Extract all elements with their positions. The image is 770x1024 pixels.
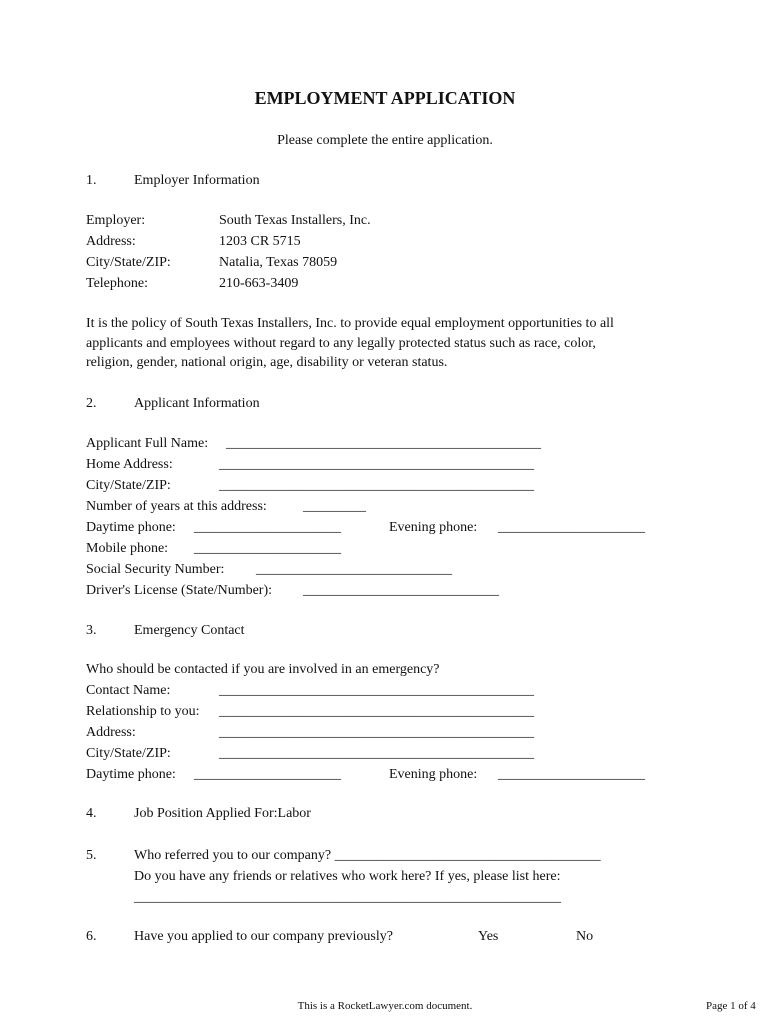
years-at-address-field[interactable]: _________ <box>303 499 366 514</box>
friends-field[interactable]: _____________________________________________________________ <box>134 890 561 905</box>
emergency-daytime-phone-label: Daytime phone: <box>86 767 176 782</box>
emergency-city-field[interactable]: _____________________________________________ <box>219 746 534 761</box>
instruction-text: Please complete the entire application. <box>277 133 493 148</box>
mobile-phone-field[interactable]: _____________________ <box>194 541 341 556</box>
page-title: EMPLOYMENT APPLICATION <box>254 88 516 108</box>
address-value: 1203 CR 5715 <box>219 234 301 249</box>
policy-line-1: It is the policy of South Texas Installers, Inc. to provide equal employment opportunities to all <box>86 316 614 331</box>
employer-value: South Texas Installers, Inc. <box>219 213 371 228</box>
previous-no-option[interactable]: No <box>576 929 594 944</box>
contact-name-field[interactable]: _____________________________________________ <box>219 683 534 698</box>
policy-line-2: applicants and employees without regard to any legally protected status such as race, color, <box>86 336 596 351</box>
home-address-label: Home Address: <box>86 457 173 472</box>
section-1-title: Employer Information <box>134 173 260 188</box>
drivers-license-field[interactable]: ____________________________ <box>303 583 499 598</box>
applicant-evening-phone-label: Evening phone: <box>389 520 478 535</box>
applicant-evening-phone-field[interactable]: _____________________ <box>498 520 645 535</box>
emergency-daytime-phone-field[interactable]: _____________________ <box>194 767 341 782</box>
relationship-label: Relationship to you: <box>86 704 200 719</box>
section-5-number: 5. <box>86 848 97 863</box>
previous-application-question: Have you applied to our company previously? <box>134 929 393 944</box>
years-at-address-label: Number of years at this address: <box>86 499 267 514</box>
section-3-title: Emergency Contact <box>134 623 245 638</box>
section-1-number: 1. <box>86 173 97 188</box>
referral-question[interactable]: Who referred you to our company? ______________________________________ <box>134 848 601 863</box>
relationship-field[interactable]: _____________________________________________ <box>219 704 534 719</box>
city-state-zip-value: Natalia, Texas 78059 <box>219 255 338 270</box>
emergency-address-label: Address: <box>86 725 136 740</box>
ssn-label: Social Security Number: <box>86 562 225 577</box>
section-3-number: 3. <box>86 623 97 638</box>
emergency-city-label: City/State/ZIP: <box>86 746 171 761</box>
applicant-city-field[interactable]: _____________________________________________ <box>219 478 534 493</box>
applicant-city-label: City/State/ZIP: <box>86 478 171 493</box>
telephone-label: Telephone: <box>86 276 148 291</box>
emergency-evening-phone-field[interactable]: _____________________ <box>498 767 645 782</box>
address-label: Address: <box>86 234 136 249</box>
friends-question: Do you have any friends or relatives who work here? If yes, please list here: <box>134 869 561 884</box>
section-6-number: 6. <box>86 929 97 944</box>
emergency-question: Who should be contacted if you are involved in an emergency? <box>86 662 440 677</box>
drivers-license-label: Driver's License (State/Number): <box>86 583 273 598</box>
emergency-evening-phone-label: Evening phone: <box>389 767 478 782</box>
section-2-title: Applicant Information <box>134 396 260 411</box>
section-4-number: 4. <box>86 806 97 821</box>
home-address-field[interactable]: _____________________________________________ <box>219 457 534 472</box>
telephone-value: 210-663-3409 <box>219 276 299 291</box>
employer-label: Employer: <box>86 213 146 228</box>
footer-source: This is a RocketLawyer.com document. <box>297 1000 473 1012</box>
mobile-phone-label: Mobile phone: <box>86 541 169 556</box>
footer-page-number: Page 1 of 4 <box>706 1000 756 1012</box>
applicant-daytime-phone-field[interactable]: _____________________ <box>194 520 341 535</box>
ssn-field[interactable]: ____________________________ <box>256 562 452 577</box>
applicant-full-name-label: Applicant Full Name: <box>86 436 209 451</box>
applicant-daytime-phone-label: Daytime phone: <box>86 520 176 535</box>
applicant-full-name-field[interactable]: _____________________________________________ <box>226 436 541 451</box>
section-2-number: 2. <box>86 396 97 411</box>
contact-name-label: Contact Name: <box>86 683 171 698</box>
emergency-address-field[interactable]: _____________________________________________ <box>219 725 534 740</box>
section-4-title: Job Position Applied For:Labor <box>134 806 311 821</box>
policy-line-3: religion, gender, national origin, age, disability or veteran status. <box>86 355 448 370</box>
city-state-zip-label: City/State/ZIP: <box>86 255 171 270</box>
previous-yes-option[interactable]: Yes <box>478 929 499 944</box>
